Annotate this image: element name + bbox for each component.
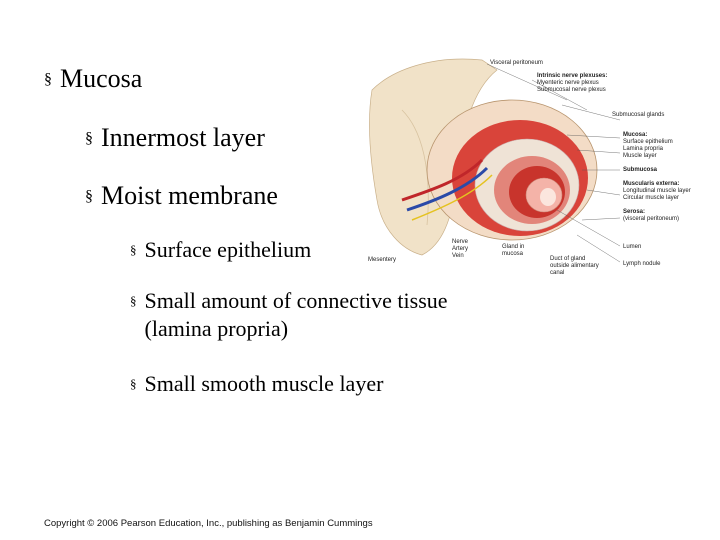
label-artery: Artery xyxy=(452,246,469,252)
bullet-smooth xyxy=(130,370,383,398)
label-circular: Circular muscle layer xyxy=(623,195,680,201)
bullet-mark: § xyxy=(44,71,52,88)
label-duct-2: outside alimentary xyxy=(550,263,599,269)
bullet-mark: § xyxy=(130,242,137,257)
copyright-notice: Copyright © 2006 Pearson Education, Inc., publishing as Benjamin Cummings xyxy=(44,518,373,529)
label-duct-3: canal xyxy=(550,270,565,275)
label-serosa: Serosa: xyxy=(623,209,646,215)
label-vein: Vein xyxy=(452,253,464,259)
label-lamina-propria: Lamina propria xyxy=(623,146,664,152)
bullet-mark: § xyxy=(85,130,93,147)
label-muscularis-externa: Muscularis externa: xyxy=(623,181,680,187)
bullet-mucosa xyxy=(44,64,142,94)
bullet-innermost xyxy=(85,123,265,153)
bullet-connective xyxy=(130,287,448,343)
label-mucosa: Mucosa: xyxy=(623,132,648,138)
label-intrinsic-nerve-plexuses: Intrinsic nerve plexuses: xyxy=(537,73,608,79)
lumen xyxy=(540,188,556,206)
bullet-connective-line2: (lamina propria) xyxy=(144,316,289,341)
alimentary-canal-figure xyxy=(362,50,692,275)
label-surface-epithelium: Surface epithelium xyxy=(623,139,673,145)
label-longitudinal: Longitudinal muscle layer xyxy=(623,188,691,194)
label-lymph-nodule: Lymph nodule xyxy=(623,261,661,267)
label-mesentery: Mesentery xyxy=(368,257,397,263)
bullet-mark: § xyxy=(130,293,137,308)
label-lumen: Lumen xyxy=(623,244,642,250)
label-visceral-peritoneum-paren: (visceral peritoneum) xyxy=(623,216,680,222)
label-duct-1: Duct of gland xyxy=(550,256,586,262)
label-submucosa: Submucosa xyxy=(623,167,658,173)
bullet-connective-text xyxy=(145,287,448,343)
bullet-surface xyxy=(130,236,311,264)
label-gland-in-mucosa-1: Gland in xyxy=(502,244,525,250)
label-submucosal-plexus: Submucosal nerve plexus xyxy=(537,87,606,93)
bullet-mark: § xyxy=(130,376,137,391)
label-visceral-peritoneum: Visceral peritoneum xyxy=(490,60,543,66)
bullet-smooth-text: Small smooth muscle layer xyxy=(144,371,384,396)
bullet-innermost-text: Innermost layer xyxy=(101,123,265,152)
bullet-connective-line1: Small amount of connective tissue xyxy=(144,288,448,313)
label-submucosal-glands: Submucosal glands xyxy=(612,112,665,118)
label-nerve: Nerve xyxy=(452,239,469,245)
label-myenteric: Myenteric nerve plexus xyxy=(537,80,599,86)
bullet-moist xyxy=(85,181,278,211)
bullet-surface-text: Surface epithelium xyxy=(144,237,312,262)
bullet-moist-text: Moist membrane xyxy=(101,181,278,210)
label-gland-in-mucosa-2: mucosa xyxy=(502,251,524,257)
label-muscle-layer: Muscle layer xyxy=(623,153,657,159)
bullet-mucosa-text: Mucosa xyxy=(60,64,143,93)
bullet-mark: § xyxy=(85,188,93,205)
